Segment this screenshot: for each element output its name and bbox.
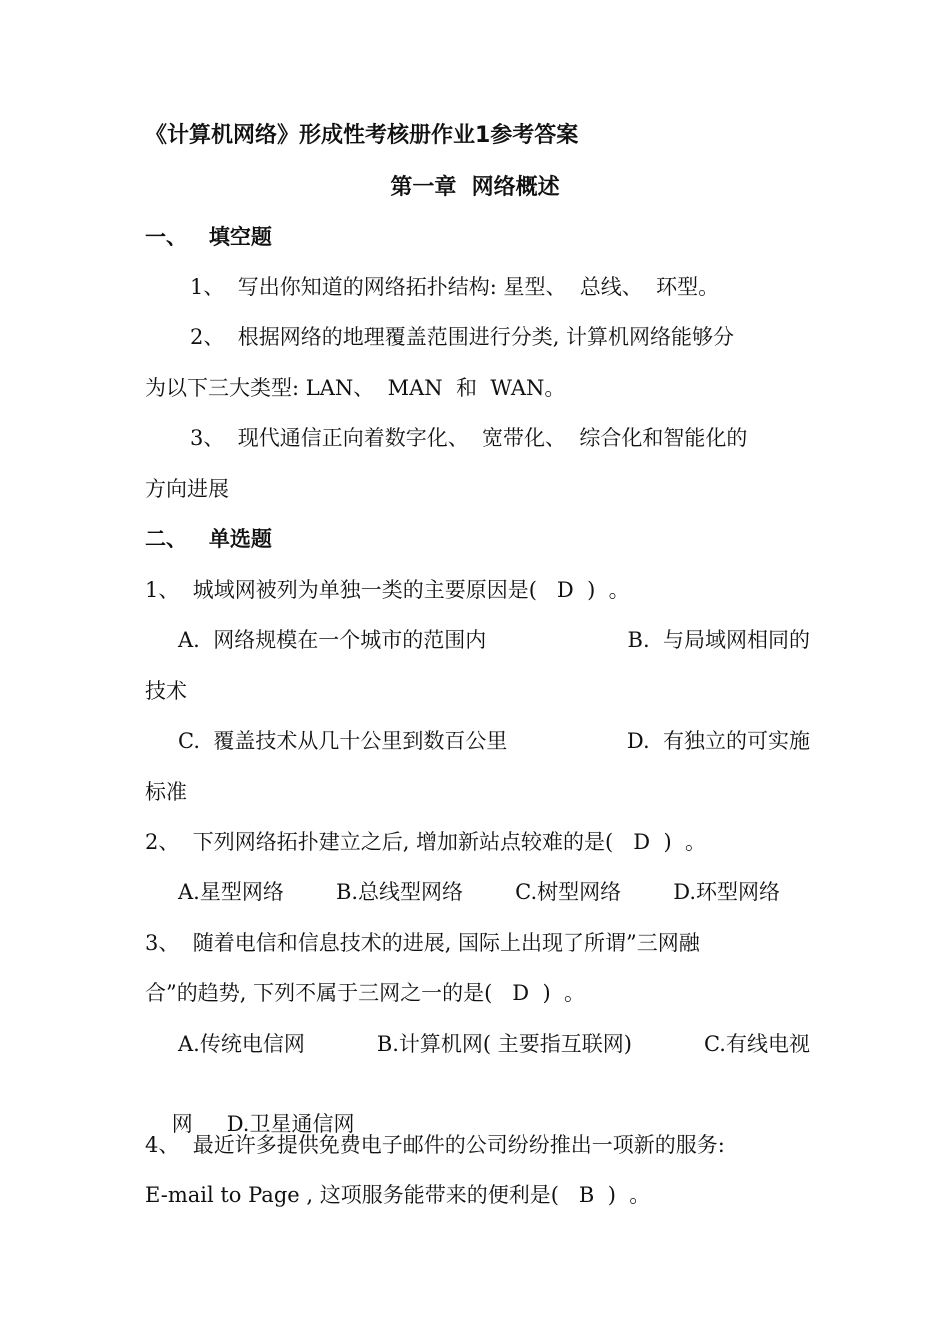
choice-q2-option-c: C.树型网络: [515, 880, 622, 904]
section-heading-fill-blank: 一、 填空题: [145, 225, 272, 249]
choice-q1-option-c: C. 覆盖技术从几十公里到数百公里: [178, 729, 508, 753]
choice-q2-stem: 2、 下列网络拓扑建立之后, 增加新站点较难的是( D ) 。: [145, 830, 707, 854]
choice-q1-option-b-cont: 技术: [145, 679, 187, 703]
choice-q4-stem-line2: E-mail to Page , 这项服务能带来的便利是( B ) 。: [145, 1183, 651, 1207]
choice-q1-option-a: A. 网络规模在一个城市的范围内: [178, 628, 487, 652]
document-title: 《计算机网络》形成性考核册作业1参考答案: [145, 123, 579, 148]
choice-q2-option-a: A.星型网络: [178, 880, 284, 904]
choice-q1-options-row2: [178, 726, 810, 756]
choice-q3-option-c-cont: 网: [171, 1112, 193, 1136]
choice-q1-option-d-cont: 标准: [145, 780, 187, 804]
choice-q3-option-c: C.有线电视: [703, 1032, 810, 1056]
choice-q3-option-a: A.传统电信网: [178, 1032, 305, 1056]
choice-q3-options-row1: [178, 1029, 810, 1059]
choice-q3-stem-line1: 3、 随着电信和信息技术的进展, 国际上出现了所谓”三网融: [145, 931, 700, 955]
choice-q1-option-b: B. 与局域网相同的: [627, 628, 810, 652]
choice-q3-option-d: D.卫星通信网: [226, 1112, 355, 1136]
choice-q1-option-d: D. 有独立的可实施: [626, 729, 810, 753]
choice-q3-option-b: B.计算机网( 主要指互联网): [376, 1032, 632, 1056]
fill-blank-q2-line2: 为以下三大类型: LAN、 MAN 和 WAN。: [145, 376, 566, 400]
fill-blank-q1: 1、 写出你知道的网络拓扑结构: 星型、 总线、 环型。: [190, 275, 720, 299]
choice-q4-stem-line1: 4、 最近许多提供免费电子邮件的公司纷纷推出一项新的服务:: [145, 1133, 725, 1157]
choice-q3-stem-line2: 合”的趋势, 下列不属于三网之一的是( D ) 。: [145, 981, 586, 1005]
choice-q2-option-d: D.环型网络: [673, 880, 780, 904]
choice-q1-options-row1: [178, 625, 810, 655]
chapter-heading: 第一章 网络概述: [390, 175, 560, 200]
fill-blank-q3-line2: 方向进展: [145, 477, 229, 501]
choice-q2-option-b: B.总线型网络: [335, 880, 464, 904]
choice-q2-options: [178, 877, 780, 907]
choice-q1-stem: 1、 城域网被列为单独一类的主要原因是( D ) 。: [145, 578, 630, 602]
fill-blank-q2-line1: 2、 根据网络的地理覆盖范围进行分类, 计算机网络能够分: [190, 325, 735, 349]
fill-blank-q3-line1: 3、 现代通信正向着数字化、 宽带化、 综合化和智能化的: [190, 426, 748, 450]
section-heading-single-choice: 二、 单选题: [145, 527, 272, 551]
